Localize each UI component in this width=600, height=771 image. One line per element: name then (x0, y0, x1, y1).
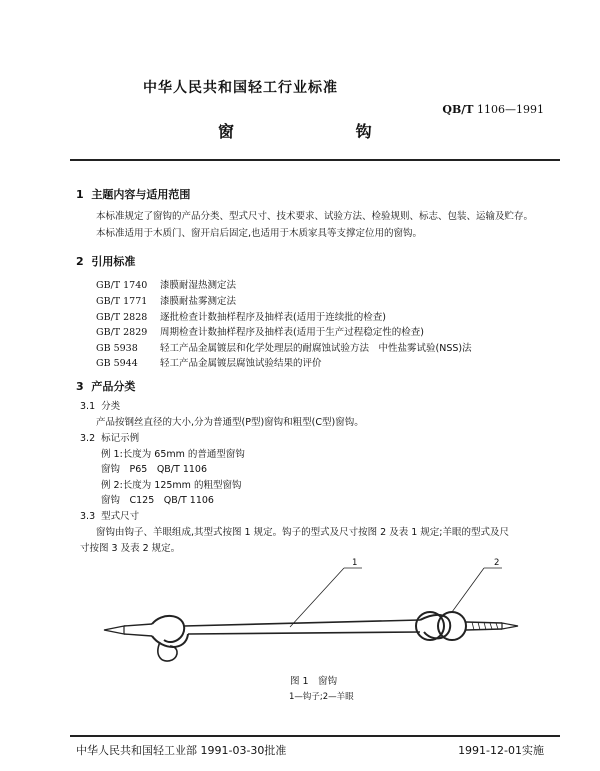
section-2-number: 2 (76, 255, 84, 268)
reference-title: 漆膜耐盐雾测定法 (160, 296, 237, 307)
example-2-description: 例 2:长度为 125mm 的粗型窗钩 (101, 480, 242, 491)
subsection-3-1-text: 产品按钢丝直径的大小,分为普通型(P型)窗钩和粗型(C型)窗钩。 (96, 417, 364, 428)
subsection-3-2-number: 3.2 (80, 433, 96, 444)
subsection-3-3-title: 型式尺寸 (101, 511, 140, 522)
reference-row (96, 293, 236, 307)
reference-code: GB 5938 (96, 343, 138, 354)
subsection-3-1-title: 分类 (101, 401, 121, 412)
example-2-marking: 窗钩 C125 QB/T 1106 (101, 495, 214, 506)
reference-code: GB/T 2829 (96, 327, 148, 338)
hook-drawing (104, 616, 420, 661)
reference-row (96, 277, 236, 291)
leader-line-1 (290, 568, 344, 627)
figure-label-2: 2 (494, 558, 500, 568)
standard-code-prefix: QB/T (442, 103, 474, 116)
eye-screw-drawing (416, 612, 518, 640)
subsection-3-1-number: 3.1 (80, 401, 96, 412)
section-1-paragraph-2: 本标准适用于木质门、窗开启后固定,也适用于木质家具等支撑定位用的窗钩。 (96, 228, 423, 239)
subsection-3-1-heading (80, 400, 120, 414)
footer-rule (70, 735, 560, 737)
reference-title: 轻工产品金属镀层和化学处理层的耐腐蚀试验方法 中性盐雾试验(NSS)法 (160, 343, 472, 354)
section-3-heading (76, 378, 135, 394)
reference-code: GB/T 1771 (96, 296, 148, 307)
approval-note: 中华人民共和国轻工业部 1991-03-30批准 (76, 744, 287, 757)
reference-title: 周期检查计数抽样程序及抽样表(适用于生产过程稳定性的检查) (160, 327, 424, 338)
figure-legend: 1—钩子;2—羊眼 (289, 692, 354, 702)
reference-title: 逐批检查计数抽样程序及抽样表(适用于连续批的检查) (160, 312, 386, 323)
reference-row (96, 340, 472, 354)
subsection-3-2-heading (80, 432, 139, 446)
subsection-3-3-text-line-2: 寸按图 3 及表 2 规定。 (80, 543, 181, 554)
section-1-number: 1 (76, 188, 84, 201)
figure-label-1: 1 (352, 558, 358, 568)
section-2-heading (76, 253, 135, 269)
leader-line-2 (452, 568, 484, 612)
reference-code: GB/T 1740 (96, 280, 148, 291)
section-1-paragraph-1: 本标准规定了窗钩的产品分类、型式尺寸、技术要求、试验方法、检验规则、标志、包装、运输及贮存。 (96, 211, 534, 222)
window-hook-figure (90, 560, 530, 670)
figure-caption: 图 1 窗钩 (290, 676, 338, 687)
subsection-3-2-title: 标记示例 (101, 433, 140, 444)
reference-code: GB/T 2828 (96, 312, 148, 323)
subsection-3-3-text-line-1: 窗钩由钩子、羊眼组成,其型式按图 1 规定。钩子的型式及尺寸按图 2 及表 1 规定;羊眼的型式及尺 (96, 527, 509, 538)
subsection-3-3-number: 3.3 (80, 511, 96, 522)
header-rule (70, 159, 560, 161)
section-1-heading (76, 186, 190, 202)
reference-code: GB 5944 (96, 358, 138, 369)
reference-row (96, 309, 386, 323)
section-1-title: 主题内容与适用范围 (91, 188, 191, 201)
example-1-marking: 窗钩 P65 QB/T 1106 (101, 464, 208, 475)
issuing-standard-title: 中华人民共和国轻工行业标准 (143, 80, 338, 96)
example-1-description: 例 1:长度为 65mm 的普通型窗钩 (101, 449, 245, 460)
section-3-number: 3 (76, 380, 84, 393)
section-2-title: 引用标准 (91, 255, 136, 268)
reference-title: 漆膜耐湿热测定法 (160, 280, 237, 291)
reference-title: 轻工产品金属镀层腐蚀试验结果的评价 (160, 358, 322, 369)
effective-date-note: 1991-12-01实施 (458, 744, 544, 757)
reference-row (96, 324, 424, 338)
subsection-3-3-heading (80, 510, 139, 524)
standard-code (442, 103, 544, 116)
reference-row (96, 355, 322, 369)
document-title: 窗 钩 (218, 122, 412, 141)
section-3-title: 产品分类 (91, 380, 136, 393)
standard-code-number: 1106—1991 (477, 103, 544, 116)
